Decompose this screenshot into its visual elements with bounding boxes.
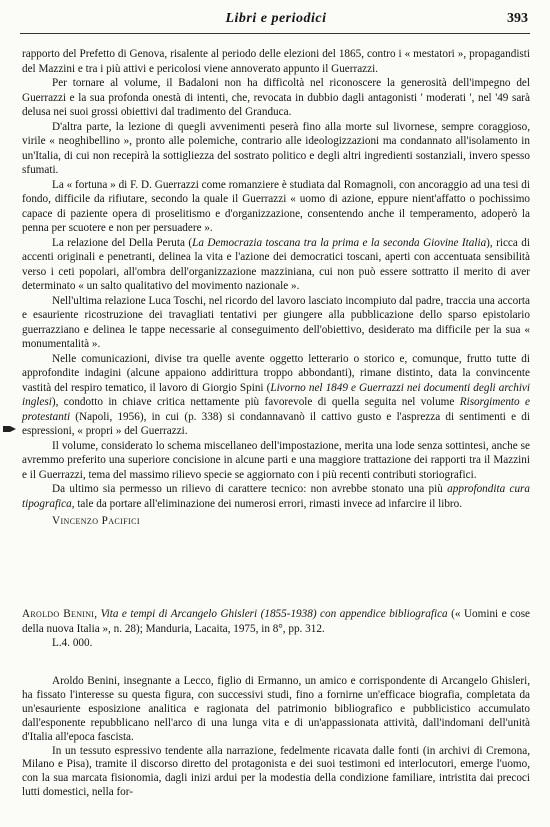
cited-title: Risorgimento e protestanti [22,396,530,423]
text-run: La relazione del Della Peruta ( [52,236,193,249]
cited-title: La Democrazia toscana tra la prima e la seconda Giovine Italia [192,236,487,249]
header-rule [20,33,530,34]
paragraph: Aroldo Benini, insegnante a Lecco, figlio di Ermanno, un amico e corrispondente di Arcangelo Ghisleri, ha fissato l'interesse su questa figura, con successivi studi, fino a fornirne un'efficace biografia, completata da un'esauriente esposizione analitica e ragionata del patrimonio bibliografico e pubblicistico accumulato dall'esponente repubblicano nell'arco di una lunga vita e di un'appassionata attività, dall'indomani dell'unità d'Italia all'epoca fascista. [22,675,530,743]
paragraph: Nell'ultima relazione Luca Toschi, nel ricordo del lavoro lasciato incompiuto dal padre, traccia una accorta e esauriente ricostruzione dei travagliati tentativi per giungere alla pubblicazione dello sparso epistolario guerrazziano e delinea le tappe necessarie al conseguimento dell'obiettivo, desiderato ma difficile per la sua « monumentalità ». [22,294,530,350]
review-heading: Aroldo Benini, Vita e tempi di Arcangelo Ghisleri (1855-1938) con appendice bibliografica (« Uomini e cose della nuova Italia », n. 28); Manduria, Lacaita, 1975, in 8°, pp. 312. L.4. 000. [22,608,531,649]
paragraph: D'altra parte, la lezione di quegli avvenimenti peserà fino alla morte sul livornese, sempre coraggioso, virile « neoghibellino », pronto alle polemiche, contrario alle ideologizzazioni ma condannato all'isolamento in un'Italia, di cui non recepirà la sottigliezza del sostrato politico e degli altri ingredienti sostanziali, invero spesso sfumati. [22,120,530,176]
paragraph: In un tessuto espressivo tendente alla narrazione, fedelmente ricavata dalle fonti (in archivi di Cremona, Milano e Pisa), tramite il discorso diretto del protagonista e dei suoi testimoni ed interlocutori, emerge l'uomo, con la sua marcata fisionomia, dagli inizi ardui per la modestia della condizione familiare, intristita dai precoci lutti domestici, nella for- [22,744,530,799]
review-author: Aroldo Benini [22,608,95,620]
text-run: Da ultimo sia permesso un rilievo di carattere tecnico: non avrebbe stonato una più [52,483,448,495]
text-run: ), ricca di accenti originali e penetranti, delinea la vita e l'azione dei democratici toscani, aperti con accentuata sensibilità verso i ceti popolari, all'ombra dell'organizzazione mazziniana, cui non può essere sottratto il merito di aver determinato « un salto qualitativo del movimento nazionale ». [22,236,530,292]
review-body [22,675,530,800]
running-title: Libri e periodici [225,11,327,26]
paragraph [22,236,530,294]
text-run: ), condotto in chiave critica nettamente più favorevole di quella seguita nel volume [51,396,460,408]
review-book-title: Vita e tempi di Arcangelo Ghisleri (1855-1938) con appendice bibliografica [100,608,448,620]
paragraph: Il volume, considerato lo schema miscellaneo dell'impostazione, merita una lode senza sottintesi, anche se avremmo preferito una superiore concisione in alcune parti e una maggiore trattazione dei rapporti tra il Mazzini e il Guerrazzi, tema del massimo rilievo specie se aggiornato con i più recenti contributi storiografici. [22,439,530,481]
text-run: , tale da portare all'eliminazione dei numerosi errori, rimasti invece ad infarcire il libro. [71,497,463,510]
text-run: Nelle comunicazioni, divise tra quelle avente oggetto letterario o storico e, comunque, frutto tutte di approfondite indagini (alcune appaiono addirittura troppo abbondanti), rimane distinto, data la convincente vastità del respiro tematico, il lavoro di Giorgio Spini ( [22,352,530,394]
running-header [24,11,528,31]
margin-pointer-icon [3,424,17,434]
paragraph [22,482,530,511]
cited-title: Livorno nel 1849 e Guerrazzi nei documenti degli archivi inglesi [22,381,531,408]
review-publication-details: (« Uomini e cose della nuova Italia », n. 28); Manduria, Lacaita, 1975, in 8°, pp. 312. [22,608,531,635]
emphasis: approfondita cura tipografica [22,483,530,510]
paragraph: La « fortuna » di F. D. Guerrazzi come romanziere è studiata dal Romagnoli, con ancoraggio ad una tesi di fondo, difficile da rifiutare, secondo la quale il Guerrazzi « uomo di azione, eppure nient'affatto o pochissimo capace di paziente opera di proselitismo e d'organizzazione, consentendo anche il temperamento, adoperò la penna per scuotere e non per persuadere ». [22,178,530,234]
paragraph: rapporto del Prefetto di Genova, risalente al periodo delle elezioni del 1865, contro i « mestatori », propagandisti del Mazzini e tra i più attivi e pericolosi viene annoverato appunto il Guerrazzi. [22,48,530,75]
text-run: (Napoli, 1956), in cui (p. 338) si condannavanò il cattivo gusto e l'asprezza di sentimenti e di espressioni, « propri » del Guerrazzi. [22,410,530,437]
article-body [22,47,530,529]
signature: Vincenzo Pacifici [52,515,140,527]
paragraph: Per tornare al volume, il Badaloni non ha difficoltà nel riconoscere la generosità dell'impegno del Guerrazzi e la sua profonda onestà di intenti, che, revocata in dubbio dagli antagonisti ' moderati ', nel '49 sarà delusa nei suoi grossi obiettivi dal tradimento del Granduca. [22,77,530,118]
review-price: L.4. 000. [52,637,93,649]
page-number: 393 [507,11,528,26]
paragraph [22,352,530,439]
